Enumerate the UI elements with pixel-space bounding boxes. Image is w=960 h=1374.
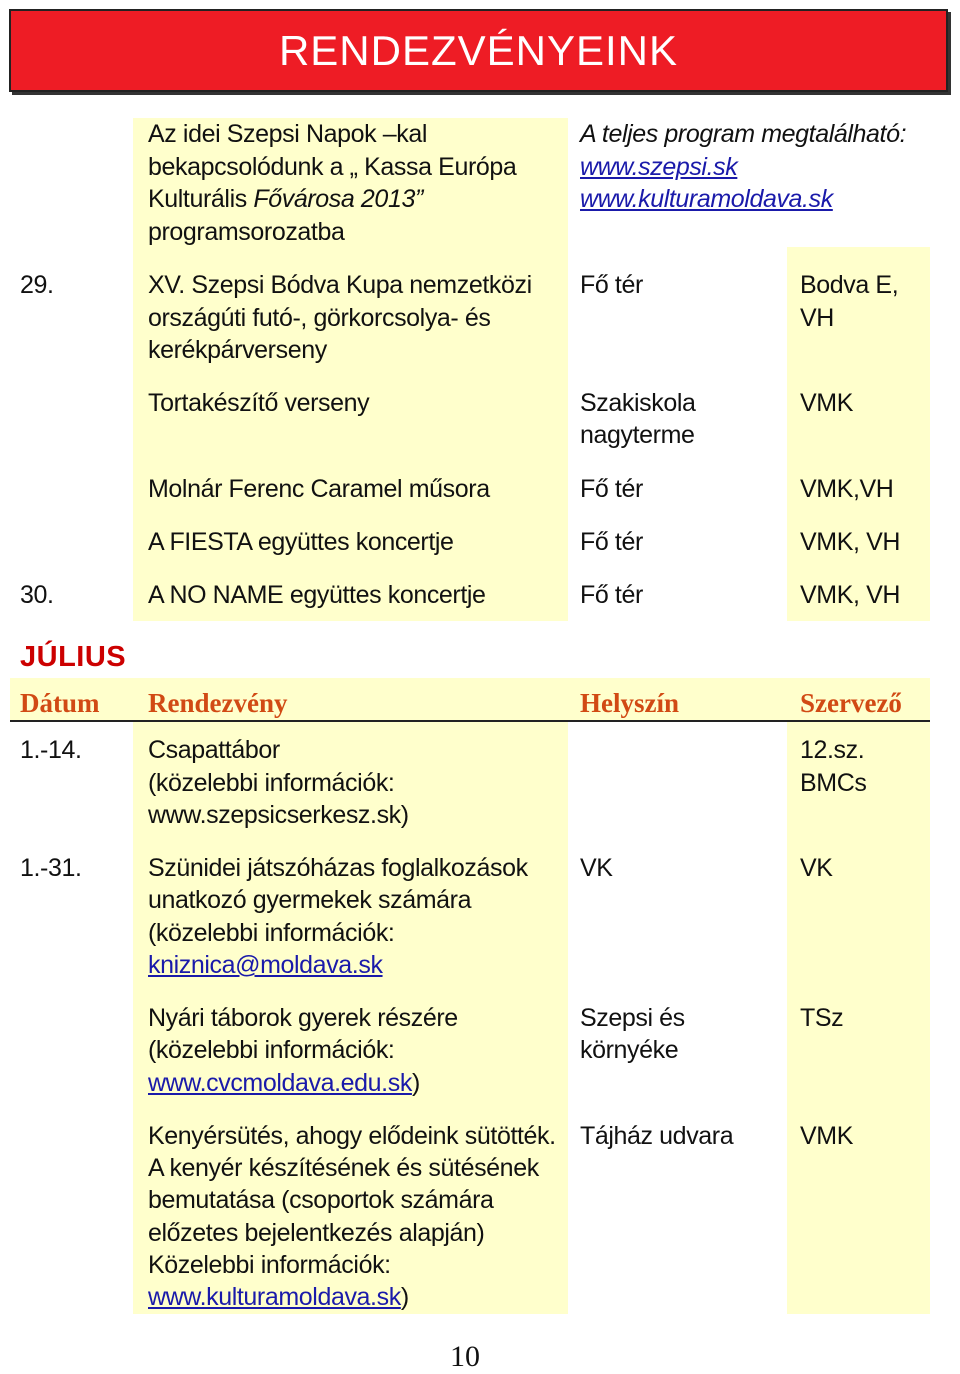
row-org: VMK bbox=[800, 1122, 853, 1150]
page-title: RENDEZVÉNYEINK bbox=[278, 26, 679, 74]
row-place: VK bbox=[580, 854, 613, 882]
header-date: Dátum bbox=[20, 688, 100, 718]
row-place: Szakiskola bbox=[580, 389, 696, 417]
kniznica-email-link[interactable]: kniznica@moldava.sk bbox=[148, 951, 383, 979]
row-event-line: országúti futó-, görkorcsolya- és bbox=[148, 304, 491, 332]
row-event-line: Kenyérsütés, ahogy elődeink sütötték. bbox=[148, 1122, 556, 1150]
program-note: A teljes program megtalálható: bbox=[580, 120, 907, 148]
row-org: VMK,VH bbox=[800, 475, 894, 503]
page-number: 10 bbox=[450, 1340, 480, 1373]
row-event-line: Molnár Ferenc Caramel műsora bbox=[148, 475, 490, 503]
row-place: Fő tér bbox=[580, 271, 643, 299]
row-date: 29. bbox=[20, 271, 54, 299]
row-place: Fő tér bbox=[580, 528, 643, 556]
row-event-line: A NO NAME együttes koncertje bbox=[148, 581, 486, 609]
row-org: VMK, VH bbox=[800, 581, 900, 609]
row-place: nagyterme bbox=[580, 421, 695, 449]
row-date: 30. bbox=[20, 581, 54, 609]
row-org: VMK bbox=[800, 389, 853, 417]
row-place: Fő tér bbox=[580, 475, 643, 503]
row-event-line: Közelebbi információk: bbox=[148, 1251, 391, 1279]
row-event-line: (közelebbi információk: bbox=[148, 1036, 395, 1064]
row-event-line: unatkozó gyermekek számára bbox=[148, 886, 472, 914]
row-event-line: kerékpárverseny bbox=[148, 336, 327, 364]
row-date: 1.-14. bbox=[20, 736, 82, 764]
intro-event-line: programsorozatba bbox=[148, 218, 345, 246]
row-event-line: A kenyér készítésének és sütésének bbox=[148, 1154, 539, 1182]
row-place: Fő tér bbox=[580, 581, 643, 609]
row-org: BMCs bbox=[800, 769, 867, 797]
row-event-line: Tortakészítő verseny bbox=[148, 389, 370, 417]
intro-event-line: Az idei Szepsi Napok –kal bbox=[148, 120, 428, 148]
header-place: Helyszín bbox=[580, 688, 679, 718]
intro-quote: ” bbox=[414, 185, 423, 213]
row-org: VMK, VH bbox=[800, 528, 900, 556]
row-place: környéke bbox=[580, 1036, 679, 1064]
row-event-line: (közelebbi információk: bbox=[148, 769, 395, 797]
row-org: 12.sz. bbox=[800, 736, 865, 764]
link-closing-paren: ) bbox=[400, 1283, 409, 1311]
row-event-line: A FIESTA együttes koncertje bbox=[148, 528, 454, 556]
cvcmoldava-link[interactable]: www.cvcmoldava.edu.sk bbox=[148, 1069, 412, 1097]
kulturamoldava-link[interactable]: www.kulturamoldava.sk bbox=[580, 185, 833, 213]
row-date: 1.-31. bbox=[20, 854, 82, 882]
row-event-line: előzetes bejelentkezés alapján) bbox=[148, 1219, 485, 1247]
header-event: Rendezvény bbox=[148, 688, 288, 718]
row-org: TSz bbox=[800, 1004, 844, 1032]
title-banner bbox=[9, 9, 948, 92]
header-divider bbox=[10, 720, 930, 722]
row-event-line bbox=[148, 1281, 409, 1314]
row-event-line: www.szepsicserkesz.sk) bbox=[148, 801, 409, 829]
row-event-line: Szünidei játszóházas foglalkozások bbox=[148, 854, 528, 882]
row-org: VK bbox=[800, 854, 833, 882]
szepsi-link[interactable]: www.szepsi.sk bbox=[580, 153, 738, 181]
month-heading: JÚLIUS bbox=[20, 641, 127, 673]
row-event-line: Csapattábor bbox=[148, 736, 280, 764]
row-event-line: Nyári táborok gyerek részére bbox=[148, 1004, 458, 1032]
row-org: Bodva E, bbox=[800, 271, 899, 299]
link-closing-paren: ) bbox=[411, 1069, 420, 1097]
intro-italic-text: Fővárosa 2013 bbox=[253, 185, 415, 213]
row-place: Szepsi és bbox=[580, 1004, 685, 1032]
intro-event-line: bekapcsolódunk a „ Kassa Európa bbox=[148, 153, 517, 181]
kulturamoldava-link-2[interactable]: www.kulturamoldava.sk bbox=[148, 1283, 401, 1311]
header-org: Szervező bbox=[800, 688, 902, 718]
intro-event-line bbox=[148, 183, 423, 216]
row-event-line: (közelebbi információk: bbox=[148, 919, 395, 947]
row-place: Tájház udvara bbox=[580, 1122, 734, 1150]
intro-text: Kulturális bbox=[148, 185, 254, 213]
row-event-line bbox=[148, 1067, 420, 1100]
row-event-line: XV. Szepsi Bódva Kupa nemzetközi bbox=[148, 271, 532, 299]
row-org: VH bbox=[800, 304, 834, 332]
row-event-line: bemutatása (csoportok számára bbox=[148, 1186, 494, 1214]
